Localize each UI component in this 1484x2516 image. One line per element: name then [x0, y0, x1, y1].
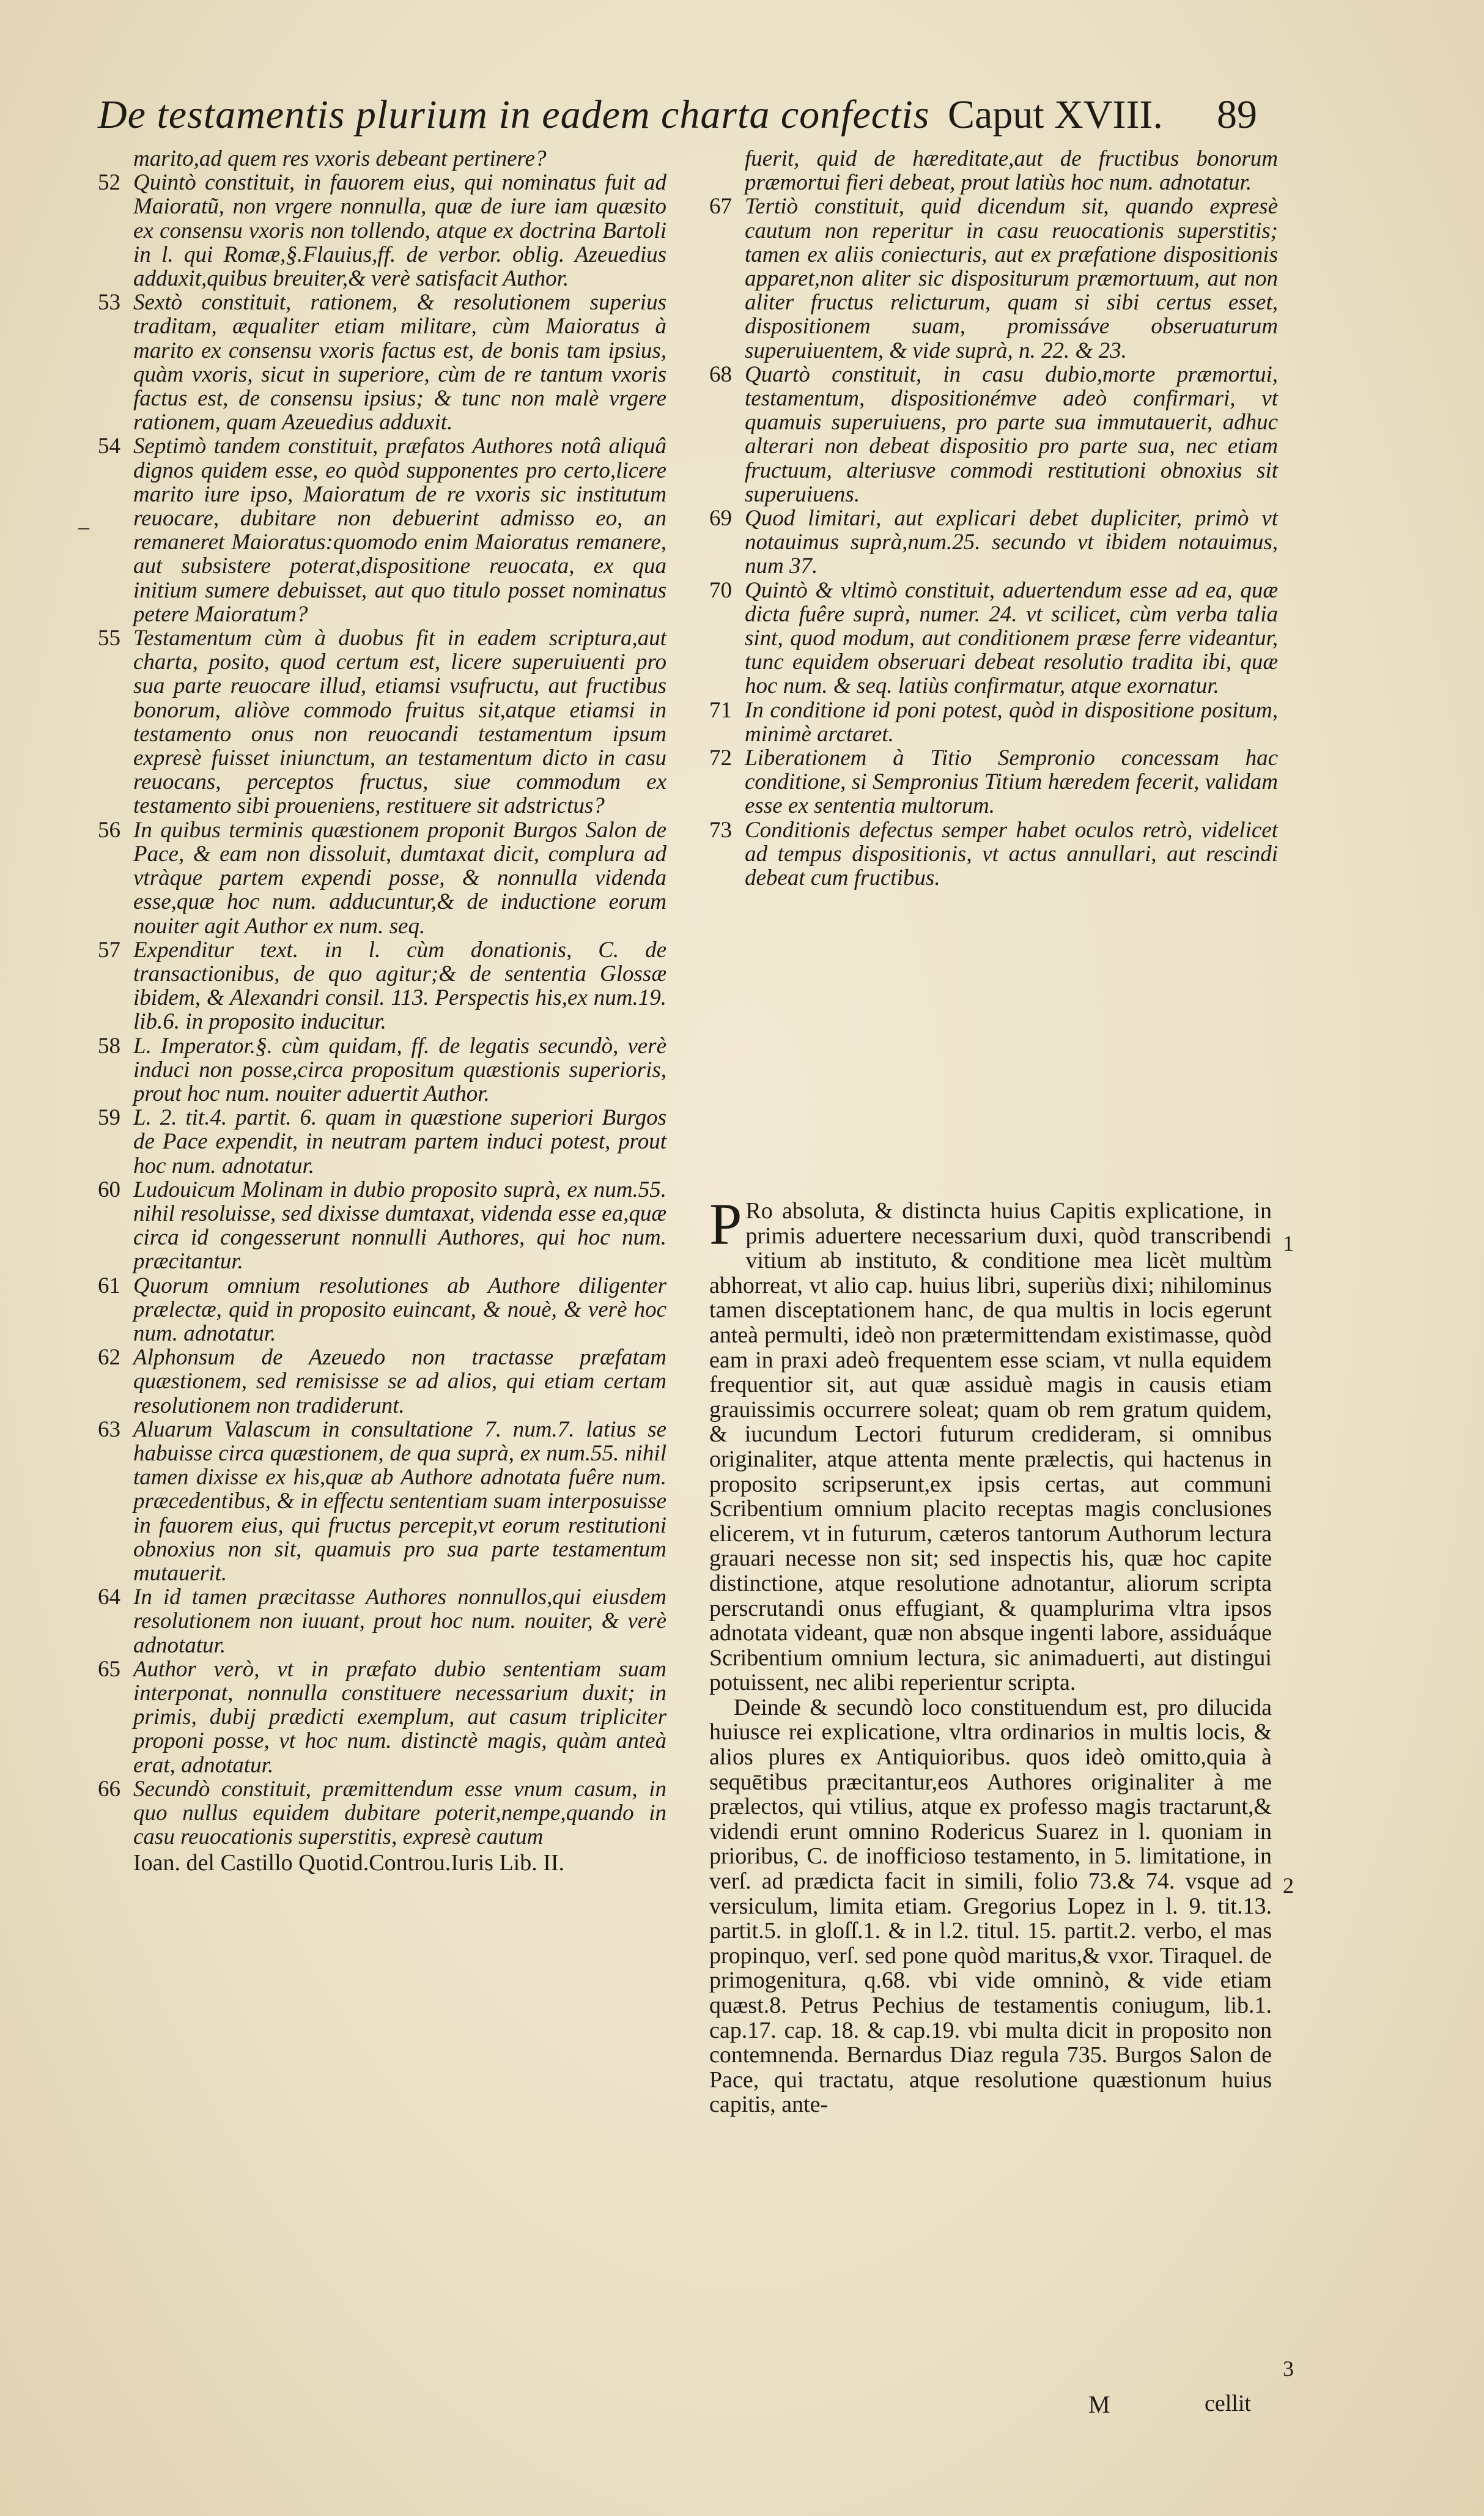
entry-number: 60 [98, 1177, 120, 1202]
summary-entry [709, 818, 1278, 890]
summary-entry [98, 171, 666, 290]
summary-continuation: marito,ad quem res vxoris debeant pertinere? [133, 146, 547, 171]
summary-entry [98, 1106, 666, 1178]
signature-mark: M [1088, 2391, 1110, 2418]
entry-text: Liberationem à Titio Sempronio concessam hac conditione, si Sempronius Titium hæredem fecerit, validam esse ex sententia multorum. [745, 746, 1278, 819]
summary-entry [98, 1418, 666, 1585]
entry-text: L. 2. tit.4. partit. 6. quam in quæstione superiori Burgos de Pace expendit, in neutram partem induci potest, prout hoc num. adnotatur. [133, 1105, 666, 1178]
entry-number: 73 [709, 817, 732, 843]
entry-number: 64 [98, 1585, 120, 1610]
summary-entry [709, 579, 1278, 698]
entry-text: Expenditur text. in l. cùm donationis, C. de transactionibus, de quo agitur;& de sententia Glossæ ibidem, & Alexandri consil. 113. Perspectis his,ex num.19. lib.6. in proposito inducitur. [133, 937, 666, 1035]
entry-number: 59 [98, 1105, 120, 1131]
summary-entry [98, 1034, 666, 1106]
entry-text: In quibus terminis quæstionem proponit Burgos Salon de Pace, & eam non dissoluit, dumtaxat dicit, complura ad vtràque partem expendi posse, & nonnulla videnda esse,quæ hoc num. adducuntur,& de inductione eorum nouiter agit Author ex num. seq. [133, 817, 666, 939]
running-title: De testamentis plurium in eadem charta confectis [98, 92, 930, 137]
book-footer: Ioan. del Castillo Quotid.Controu.Iuris Lib. II. [133, 1850, 565, 1876]
summary-entry [98, 1345, 666, 1418]
entry-number: 61 [98, 1273, 120, 1298]
entry-text: Sextò constituit, rationem, & resolutionem superius traditam, æqualiter etiam militare, cùm Maioratus à marito ex consensu vxoris factus est, de bonis tam ipsius, quàm vxoris, sicut in superiore, cùm de re tantum vxoris factus est, de consensu ipsius; & tunc non malè vrgere rationem, quam Azeuedius adduxit. [133, 290, 666, 435]
entry-number: 67 [709, 194, 732, 220]
summary-entry [98, 938, 666, 1034]
summary-entry [709, 506, 1278, 579]
summary-entry [709, 746, 1278, 818]
entry-number: 58 [98, 1033, 120, 1059]
margin-number: 1 [1283, 1231, 1294, 1256]
entry-text: Quartò constituit, in casu dubio,morte præmortui, testamentum, dispositionémve adeò confirmari, vt quamuis superuiuens, pro parte sua immutauerit, adhuc alterari non debeat dispositio pro parte sua, nec etiam fructuum, alteriusve commodi restitutioni obnoxius sit superuiuens. [745, 361, 1278, 507]
summary-entry [98, 1777, 666, 1849]
entry-number: 63 [98, 1416, 120, 1442]
summary-entry [98, 1657, 666, 1777]
entry-number: 55 [98, 626, 120, 651]
summary-entry [709, 194, 1278, 362]
entry-number: 69 [709, 506, 732, 531]
entry-text: Quintò & vltimò constituit, aduertendum esse ad ea, quæ dicta fuêre suprà, numer. 24. vt scilicet, cùm verba talia sint, quod modum, aut conditionem præse ferre videantur, tunc equidem obseruari debeat resolutio tradita ibi, quæ hoc num. & seq. latiùs confirmatur, atque exornatur. [745, 577, 1278, 699]
entry-text: Secundò constituit, præmittendum esse vnum casum, in quo nullus equidem dubitare poterit,nempe,quando in casu reuocationis superstitis, expresè cautum [133, 1776, 666, 1850]
paragraph-1: Ro absoluta, & distincta huius Capitis explicatione, in primis aduertere necessarium duxi, quòd transcribendi vitium ab instituto, & conditione mea licèt multùm abhorreat, vt alio cap. huius libri, superiùs dixi; nihilominus tamen disceptationem hanc, de qua multis in locis egerunt anteà permulti, ideò non prætermittendam existimasse, quòd eam in praxi adeò frequentem esse sciam, vt nulla equidem frequentior sit, aut quæ assiduè magis in causis etiam grauissimis occurrere soleat; quam ob rem gratum quidem, & iucundum Lectori futurum credideram, si omnibus originaliter, atque attenta mente prælectis, qui hactenus in proposito scripserunt,ex ipsis certas, aut communi Scribentium omnium placito receptas magis conclusiones elicerem, vt in futurum, cæteros tantorum Authorum lectura grauari necesse non sit; sed inspectis his, quæ hoc capite distinctione, atque resolutione adnotantur, aliorum scripta perscrutandi onus effugiant, & quamplurima vltra ipsos adnotata videant, quæ non absque ingenti labore, assiduáque Scribentium omnium lectura, sic animaduerti, aut distingui potuissent, nec alibi reperientur scripta. [709, 1198, 1272, 1696]
drop-cap: P [709, 1191, 742, 1257]
entry-number: 54 [98, 434, 120, 459]
entry-text: Aluarum Valascum in consultatione 7. num.7. latius se habuisse circa quæstionem, de qua suprà, ex num.55. nihil tamen dixisse ex his,quæ ab Authore adnotata fuêre num. præcedentibus, & in effectu sententiam suam interposuisse in fauorem eius, qui fructus percepit,vt eorum restitutioni obnoxius non sit, quamuis pro sua parte testamentum mutauerit. [133, 1416, 666, 1586]
entry-number: 68 [709, 361, 732, 387]
summary-column-right [709, 147, 1278, 890]
margin-number: 2 [1283, 1873, 1294, 1898]
entry-number: 52 [98, 170, 120, 196]
summary-entry [98, 1274, 666, 1346]
entry-text: L. Imperator.§. cùm quidam, ff. de legatis secundò, verè induci non posse,circa propositum quæstionis superioris, prout hoc num. nouiter aduertit Author. [133, 1033, 666, 1106]
entry-number: 70 [709, 577, 732, 603]
entry-text: Testamentum cùm à duobus fit in eadem scriptura,aut charta, posito, quod certum est, licere superuiuenti pro sua parte reuocare illud, etiamsi vsufructu, aut fructibus bonorum, aliòve commodo fruitus sit,atque etiamsi in testamento onus non reuocandi testamentum ipsum expresè fuisset iniunctum, an testamentum dicto in casu reuocans, perceptos fructus, siue commodum ex testamento sibi prouenienѕ, restituere sit adstrictus? [133, 626, 666, 819]
catchword: cellit [1205, 2391, 1251, 2416]
entry-number: 65 [98, 1656, 120, 1682]
summary-entry [709, 363, 1278, 506]
running-header [98, 92, 1388, 141]
summary-column-left [98, 147, 666, 1876]
entry-number: 72 [709, 746, 732, 771]
summary-entry [709, 698, 1278, 746]
summary-continuation: fuerit, quid de hæreditate,aut de fructibus bonorum præmortui fieri debeat, prout latiùs hoc num. adnotatur. [745, 146, 1278, 196]
entry-text: Quorum omnium resolutiones ab Authore diligenter prælectæ, quid in proposito euincant, & nouè, & verè hoc num. adnotatur. [133, 1273, 666, 1346]
entry-text: Quod limitari, aut explicari debet dupliciter, primò vt notauimus suprà,num.25. secundo vt ibidem notauimus, num 37. [745, 506, 1278, 579]
paragraph-2: Deinde & secundò loco constituendum est, pro dilucida huiusce rei explicatione, vltra ordinarios in multis locis, & alios plures ex Antiquioribus. quos ideò omitto,quia à sequētibus præcitantur,eos Authores originaliter à me prælectos, qui vtilius, atque ex professo magis tractarunt,& videndi erunt omnino Rodericus Suarez in l. quoniam in prioribus, C. de inofficioso testamento, in 5. limitatione, in verſ. ad prædicta facit in simili, folio 73.& 74. vsque ad versiculum, limita etiam. Gregorius Lopez in l. 9. tit.13. partit.5. in gloſſ.1. & in l.2. titul. 15. partit.2. verbo, el mas propinquo, verſ. sed pone quòd maritus,& vxor. Tiraquel. de primogenitura, q.68. vbi vide omninò, & vide etiam quæst.8. Petrus Pechius de testamentis coniugum, lib.1. cap.17. cap. 18. & cap.19. vbi multa dicit in proposito non contemnenda. Bernardus Diaz regula 735. Burgos Salon de Pace, qui tractatu, atque resolutione quæstionum huius capitis, ante- [709, 1694, 1272, 2118]
entry-number: 56 [98, 817, 120, 843]
entry-number: 57 [98, 937, 120, 963]
chapter-label: Caput XVIII. [948, 92, 1163, 137]
entry-text: Quintò constituit, in fauorem eius, qui nominatus fuit ad Maioratũ, non vrgere nonnulla, quæ de iure iam quæsito ex consensu vxoris non tollendo, atque ex doctrina Bartoli in l. qui Romæ,§.Flauius,ff. de verbor. oblig. Azeuedius adduxit,quibus breuiter,& verè satisfacit Author. [133, 170, 666, 292]
summary-entry [98, 1178, 666, 1274]
entry-text: Alphonsum de Azeuedo non tractasse præfatam quæstionem, sed remisisse se ad alios, qui etiam certam resolutionem non tradiderunt. [133, 1345, 666, 1418]
entry-text: In conditione id poni potest, quòd in dispositione positum, minimè arctaret. [745, 697, 1278, 747]
summary-entry [98, 290, 666, 434]
margin-dash: – [78, 514, 89, 539]
entry-text: Tertiò constituit, quid dicendum sit, quando expresè cautum non reperitur in casu reuocationis superstitis; tamen ex aliis coniecturis, aut ex præfatione dispositionis apparet,non aliter sic dispositurum præmortuum, aut non aliter fructus relicturum, quam si sibi certus esset, dispositionem suam, promissáve obseruaturum superuiuentem, & vide suprà, n. 22. & 23. [745, 194, 1278, 363]
entry-text: Ludouicum Molinam in dubio proposito suprà, ex num.55. nihil resoluisse, sed dixisse dumtaxat, videnda esse ea,quæ circa id congesserunt nonnulli Authores, qui hoc num. præcitantur. [133, 1177, 666, 1275]
main-text [709, 1191, 1272, 2118]
summary-entry [98, 626, 666, 818]
margin-number: 3 [1283, 2356, 1294, 2381]
summary-entry [98, 434, 666, 626]
entry-number: 53 [98, 290, 120, 316]
summary-entry [98, 1585, 666, 1657]
entry-number: 62 [98, 1345, 120, 1371]
entry-number: 66 [98, 1776, 120, 1802]
entry-text: In id tamen præcitasse Authores nonnullos,qui eiusdem resolutionem non iuuant, prout hoc num. nouiter, & verè adnotatur. [133, 1585, 666, 1658]
entry-number: 71 [709, 697, 732, 723]
entry-text: Conditionis defectus semper habet oculos retrò, videlicet ad tempus dispositionis, vt actus annullari, aut rescindi debeat cum fructibus. [745, 817, 1278, 891]
entry-text: Author verò, vt in præfato dubio sententiam suam interponat, nonnulla constituere necessarium duxit; in primis, dubij prædicti exemplum, aut casum tripliciter proponi posse, vt hoc num. distinctè magis, quàm anteà erat, adnotatur. [133, 1656, 666, 1778]
entry-text: Septimò tandem constituit, præfatos Authores notâ aliquâ dignos quidem esse, eo quòd supponentes pro certo,licere marito iure ipso, Maioratum de re vxoris sic institutum reuocare, dubitare non debuerint admisso eo, an remaneret Maioratus:quomodo enim Maioratus remanere, aut subsistere poterat,dispositione reuocata, ex qua initium sumere debuisset, aut quo titulo posset nominatus petere Maioratum? [133, 434, 666, 627]
page-number: 89 [1217, 92, 1257, 137]
summary-entry [98, 818, 666, 938]
